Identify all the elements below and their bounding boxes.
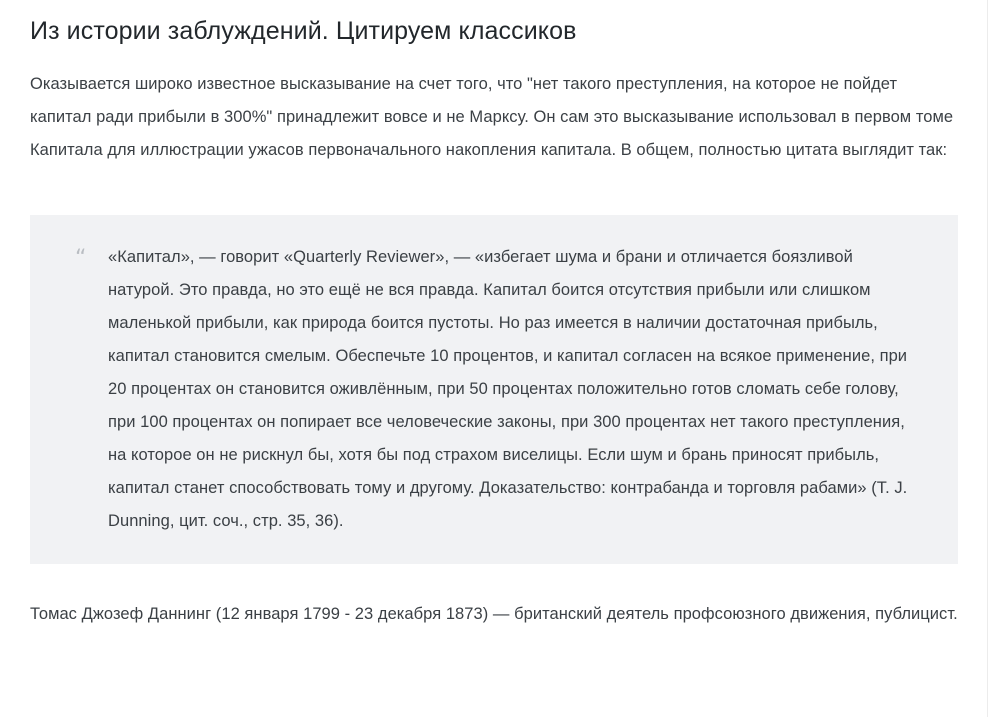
blockquote-text: «Капитал», — говорит «Quarterly Reviewer», — «избегает шума и брани и отличается боязливой натурой. Это правда, но это ещё не вся правда. Капитал боится отсутствия прибыли или слишком маленькой прибыли, как природа боится пустоты. Но раз имеется в наличии достаточная прибыль, капитал становится смелым. Обеспечьте 10 процентов, и капитал согласен на всякое применение, при 20 процентах он становится оживлённым, при 50 процентах положительно готов сломать себе голову, при 100 процентах он попирает все человеческие законы, при 300 процентах нет такого преступления, на которое он не рискнул бы, хотя бы под страхом виселицы. Если шум и брань приносят прибыль, капитал станет способствовать тому и другому. Доказательство: контрабанда и торговля рабами» (T. J. Dunning, цит. соч., стр. 35, 36). [108,248,908,530]
blockquote [30,215,958,564]
quote-mark-icon: “ [75,246,88,271]
closing-paragraph: Томас Джозеф Даннинг (12 января 1799 - 23 декабря 1873) — британский деятель профсоюзного движения, публицист. [30,605,958,623]
lead-paragraph: Оказывается широко известное высказывание на счет того, что "нет такого преступления, на которое не пойдет капитал ради прибыли в 300%" принадлежит вовсе и не Марксу. Он сам это высказывание использовал в первом томе Капитала для иллюстрации ужасов первоначального накопления капитала. В общем, полностью цитата выглядит так: [30,75,954,159]
page-title: Из истории заблуждений. Цитируем классиков [30,17,577,45]
